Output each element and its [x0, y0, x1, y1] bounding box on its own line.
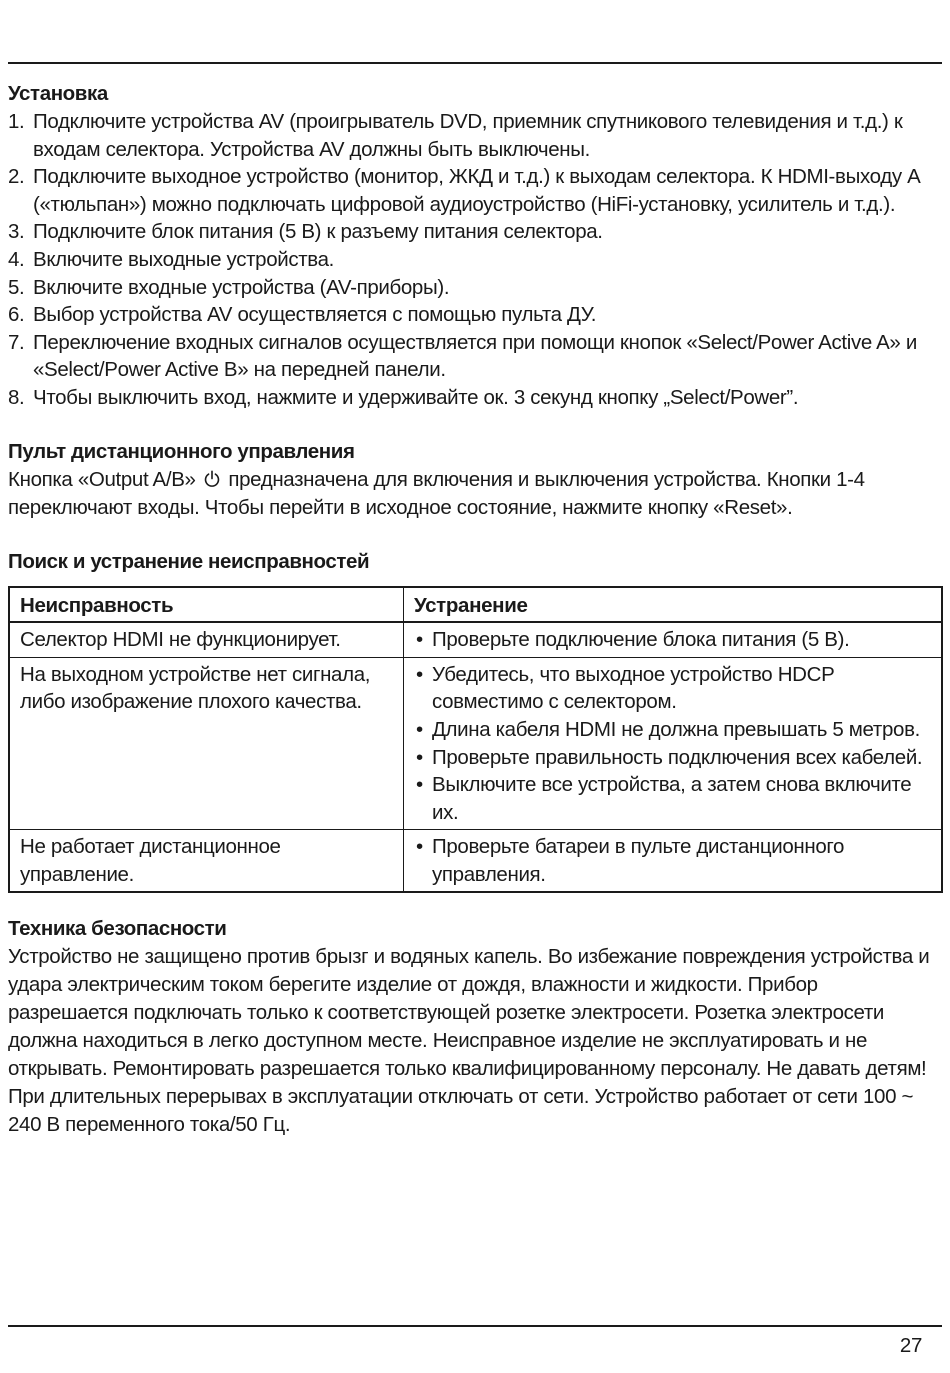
- safety-heading: Техника безопасности: [8, 917, 227, 941]
- solution-text: Проверьте батареи в пульте дистанционного управления.: [432, 835, 845, 886]
- step-item: [8, 108, 938, 163]
- solution-text: Длина кабеля HDMI не должна превышать 5 метров.: [432, 717, 920, 741]
- footer-rule: [8, 1325, 942, 1327]
- step-number: 1.: [8, 110, 25, 133]
- step-text: Подключите устройства AV (проигрыватель DVD, приемник спутникового телевидения и т.д.) к входам селектора. Устройства AV должны быть выключены.: [33, 110, 903, 161]
- step-item: [8, 274, 938, 302]
- step-item: [8, 218, 938, 246]
- table-row: [9, 657, 942, 830]
- bullet: •: [416, 717, 423, 741]
- installation-section: [8, 80, 938, 412]
- step-number: 4.: [8, 247, 25, 271]
- bullet: •: [416, 662, 423, 686]
- solution-item: [414, 833, 933, 888]
- step-text: Подключите блок питания (5 В) к разъему питания селектора.: [33, 220, 603, 244]
- solution-list: [414, 626, 933, 654]
- troubleshooting-table: [8, 586, 943, 894]
- power-icon: [203, 470, 221, 488]
- problem-cell: Не работает дистанционное управление.: [9, 830, 404, 893]
- spacer: [8, 893, 938, 915]
- step-text: Включите выходные устройства.: [33, 247, 335, 271]
- table-row: [9, 622, 942, 657]
- step-item: [8, 329, 938, 384]
- step-item: [8, 384, 938, 412]
- step-item: [8, 246, 938, 274]
- step-number: 3.: [8, 220, 25, 244]
- bullet: •: [416, 773, 423, 797]
- step-item: [8, 163, 938, 218]
- troubleshooting-section: [8, 548, 938, 894]
- step-item: [8, 301, 938, 329]
- solution-text: Проверьте подключение блока питания (5 В).: [432, 628, 850, 652]
- remote-text-start: Кнопка «Output A/B»: [8, 467, 196, 491]
- solution-item: [414, 744, 933, 772]
- solution-list: [414, 833, 933, 888]
- solution-item: [414, 716, 933, 744]
- column-header-problem: Неисправность: [9, 587, 404, 623]
- problem-cell: На выходном устройстве нет сигнала, либо изображение плохого качества.: [9, 657, 404, 830]
- solution-cell: [404, 830, 943, 893]
- bullet: •: [416, 835, 423, 859]
- step-number: 7.: [8, 330, 25, 354]
- header-rule: [8, 62, 942, 64]
- solution-text: Выключите все устройства, а затем снова включите их.: [432, 773, 912, 824]
- solution-item: [414, 661, 933, 716]
- remote-heading: Пульт дистанционного управления: [8, 439, 355, 463]
- solution-cell: [404, 622, 943, 657]
- table-row: [9, 830, 942, 893]
- step-number: 6.: [8, 303, 25, 327]
- step-text: Включите входные устройства (AV-приборы).: [33, 275, 450, 299]
- troubleshooting-heading: Поиск и устранение неисправностей: [8, 549, 370, 573]
- solution-item: [414, 771, 933, 826]
- safety-paragraph: Устройство не защищено против брызг и водяных капель. Во избежание повреждения устройства и удара электрическим током берегите изделие от дождя, влажности и жидкости. Прибор разрешается подключать только к соответствующей розетке электросети. Розетка электросети должна находиться в легко доступном месте. Неисправное изделие не эксплуатировать и не открывать. Ремонтировать разрешается только квалифицированному персоналу. Не давать детям! При длительных перерывах в эксплуатации отключать от сети. Устройство работает от сети 100 ~ 240 В переменного тока/50 Гц.: [8, 945, 930, 1137]
- spacer: [8, 522, 938, 548]
- step-text: Чтобы выключить вход, нажмите и удерживайте ок. 3 секунд кнопку „Select/Power”.: [33, 385, 799, 409]
- step-text: Подключите выходное устройство (монитор, ЖКД и т.д.) к выходам селектора. К HDMI-выходу A («тюльпан») можно подключать цифровой аудиоустройство (HiFi-установку, усилитель и т.д.).: [33, 165, 920, 216]
- spacer: [8, 412, 938, 438]
- remote-paragraph: [8, 466, 938, 522]
- solution-cell: [404, 657, 943, 830]
- installation-heading: Установка: [8, 82, 108, 105]
- step-number: 5.: [8, 275, 25, 299]
- solution-item: [414, 626, 933, 654]
- step-number: 2.: [8, 165, 25, 189]
- remote-text-end: предназначена для включения и выключения устройства. Кнопки 1-4 переключают входы. Чтобы перейти в исходное состояние, нажмите кнопку «Reset».: [8, 467, 865, 519]
- step-text: Переключение входных сигналов осуществляется при помощи кнопок «Select/Power Active A» и «Select/Power Active B» на передней панели.: [33, 330, 917, 382]
- solution-text: Убедитесь, что выходное устройство HDCP совместимо с селектором.: [432, 662, 835, 714]
- bullet: •: [416, 745, 423, 769]
- column-header-solution: Устранение: [404, 587, 943, 623]
- installation-steps: [8, 108, 938, 412]
- problem-cell: Селектор HDMI не функционирует.: [9, 622, 404, 657]
- solution-text: Проверьте правильность подключения всех кабелей.: [432, 745, 923, 769]
- bullet: •: [416, 628, 423, 652]
- step-text: Выбор устройства AV осуществляется с помощью пульта ДУ.: [33, 303, 597, 327]
- remote-section: [8, 438, 938, 522]
- step-number: 8.: [8, 385, 25, 409]
- safety-section: [8, 915, 938, 1139]
- page-number: 27: [899, 1334, 922, 1357]
- table-header-row: [9, 587, 942, 623]
- page-content: [8, 80, 938, 1139]
- solution-list: [414, 661, 933, 827]
